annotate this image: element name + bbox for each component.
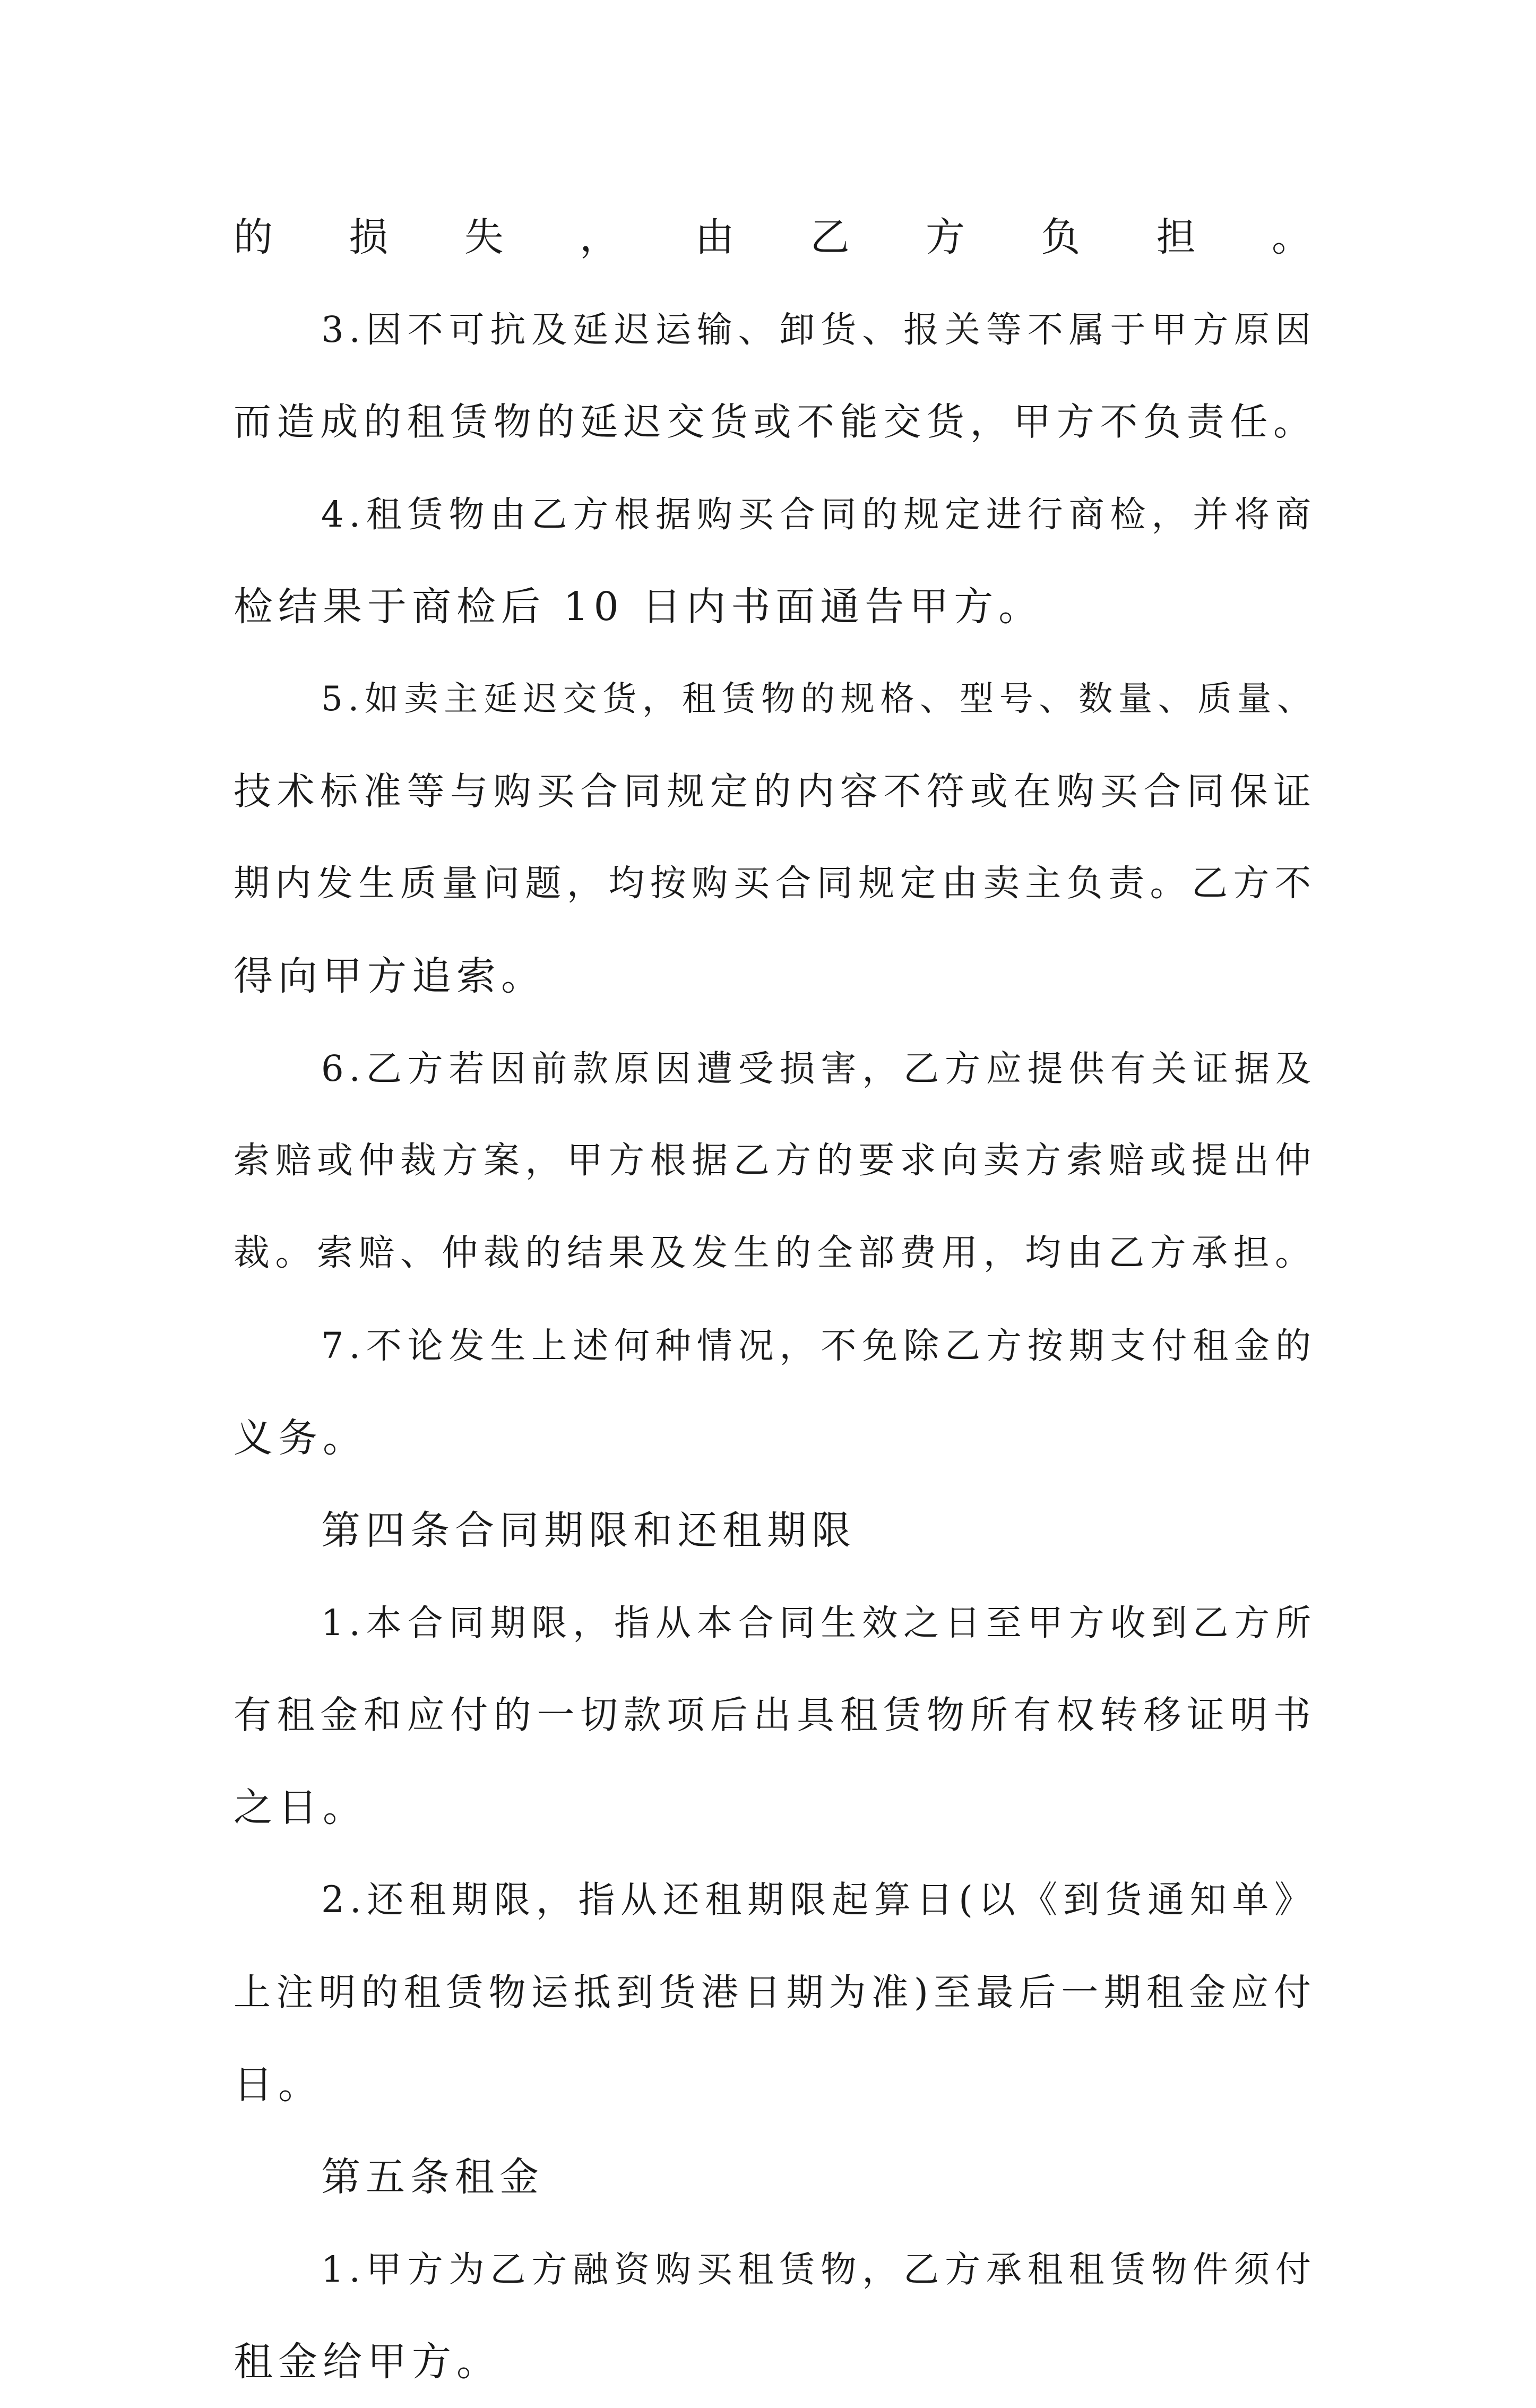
text-line: 而造成的租赁物的延迟交货或不能交货，甲方不负责任。 [234, 400, 1316, 444]
document-body [234, 191, 1316, 2408]
text-line: 的损失，由乙方负担。 [234, 214, 1316, 260]
section-heading: 第五条租金 [321, 2154, 544, 2200]
section-heading: 第四条合同期限和还租期限 [321, 1508, 856, 1553]
text-line: 租金给甲方。 [234, 2339, 501, 2385]
text-line: 义务。 [234, 1415, 367, 1461]
text-line: 检结果于商检后 10 日内书面通告甲方。 [234, 584, 1043, 630]
text-line: 得向甲方追索。 [234, 953, 546, 999]
text-line: 上注明的租赁物运抵到货港日期为准)至最后一期租金应付 [234, 1971, 1316, 2014]
text-line: 期内发生质量问题，均按购买合同规定由卖主负责。乙方不 [234, 863, 1316, 905]
text-line: 索赔或仲裁方案，甲方根据乙方的要求向卖方索赔或提出仲 [234, 1140, 1316, 1182]
text-line: 1.本合同期限，指从本合同生效之日至甲方收到乙方所 [321, 1602, 1316, 1644]
text-line: 6.乙方若因前款原因遭受损害，乙方应提供有关证据及 [321, 1048, 1316, 1089]
text-line: 4.租赁物由乙方根据购买合同的规定进行商检，并将商 [321, 494, 1316, 535]
text-line: 日。 [234, 2062, 323, 2108]
text-line: 2.还租期限，指从还租期限起算日(以《到货通知单》 [321, 1879, 1316, 1921]
text-line: 之日。 [234, 1785, 367, 1830]
text-line: 裁。索赔、仲裁的结果及发生的全部费用，均由乙方承担。 [234, 1232, 1316, 1274]
text-line: 技术标准等与购买合同规定的内容不符或在购买合同保证 [234, 769, 1316, 813]
text-line: 7.不论发生上述何种情况，不免除乙方按期支付租金的 [321, 1325, 1316, 1366]
text-line: 有租金和应付的一切款项后出具租赁物所有权转移证明书 [234, 1693, 1316, 1737]
text-line: 1.甲方为乙方融资购买租赁物，乙方承租租赁物件须付 [321, 2249, 1316, 2290]
text-line: 3.因不可抗及延迟运输、卸货、报关等不属于甲方原因 [321, 309, 1316, 350]
text-line: 5.如卖主延迟交货，租赁物的规格、型号、数量、质量、 [321, 680, 1316, 719]
